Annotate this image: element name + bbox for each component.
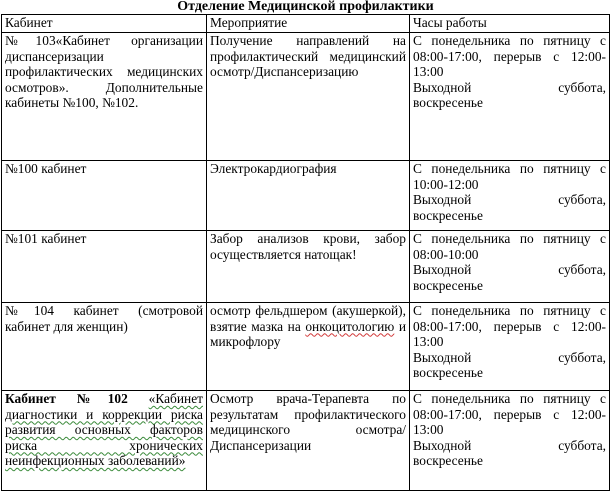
cabinet-cell — [2, 33, 207, 161]
table-row — [2, 303, 610, 391]
dayoff-word: Выходной — [413, 79, 472, 95]
dayoff-days-rest: воскресенье — [413, 95, 483, 110]
activity-text-marked: онкоцитологию — [305, 318, 395, 334]
header-hours: Часы работы — [410, 15, 610, 33]
cabinet-cell — [2, 391, 207, 491]
activity-text: Получение направлений на профилактический медицинский осмотр/Диспансеризацию — [210, 33, 406, 79]
cabinet-text: №101 кабинет — [5, 231, 87, 246]
dayoff-days-first: суббота, — [558, 79, 606, 95]
cabinet-text: №103«Кабинет организации диспансеризации профилактических медицинских осмотров». Дополнительные кабинеты №100, №102. — [5, 33, 203, 110]
table-row — [2, 391, 610, 491]
table-row — [2, 33, 610, 161]
header-cabinet: Кабинет — [2, 15, 207, 33]
activity-cell — [207, 231, 410, 303]
activity-text: Электрокардиография — [210, 161, 337, 176]
hours-text: С понедельника по пятницу с 08:00-17:00, перерыв с 12:00-13:00 — [413, 33, 606, 79]
cabinet-cell — [2, 161, 207, 231]
hours-text: С понедельника по пятницу с 08:00-17:00, перерыв с 12:00-13:00 — [413, 391, 606, 437]
activity-cell — [207, 303, 410, 391]
hours-cell — [410, 33, 610, 161]
dayoff-days-rest: воскресенье — [413, 453, 483, 468]
hours-text: С понедельника по пятницу с 08:00-10:00 — [413, 231, 606, 262]
hours-text: С понедельника по пятницу с 10:00-12:00 — [413, 161, 606, 192]
schedule-table — [1, 14, 610, 491]
cabinet-text-bold: Кабинет №102 — [5, 391, 128, 406]
table-header-row — [2, 15, 610, 33]
cabinet-text: №100 кабинет — [5, 161, 87, 176]
dayoff-word: Выходной — [413, 262, 472, 277]
dayoff-line — [413, 192, 606, 208]
dayoff-word: Выходной — [413, 349, 472, 365]
dayoff-days-first: суббота, — [558, 437, 606, 453]
table-row — [2, 161, 610, 231]
dayoff-word: Выходной — [413, 437, 472, 453]
dayoff-days-rest: воскресенье — [413, 277, 483, 293]
dayoff-days-rest: воскресенье — [413, 207, 483, 223]
hours-text: С понедельника по пятницу с 08:00-17:00, перерыв с 12:00-13:00 — [413, 303, 606, 349]
hours-cell — [410, 231, 610, 303]
dayoff-days-first: суббота, — [558, 262, 606, 277]
activity-text-pre: осмотр фельдшером (акушеркой), взятие мазка на — [210, 303, 406, 334]
dayoff-line — [413, 262, 606, 278]
cabinet-cell — [2, 231, 207, 303]
dayoff-days-first: суббота, — [558, 349, 606, 365]
hours-cell — [410, 161, 610, 231]
cabinet-text: №104 кабинет (смотровой кабинет для женщин) — [5, 303, 203, 334]
table-row — [2, 231, 610, 303]
dayoff-word: Выходной — [413, 192, 472, 207]
hours-cell — [410, 303, 610, 391]
dayoff-days-first: суббота, — [558, 192, 606, 207]
activity-cell — [207, 391, 410, 491]
activity-text-post: и микрофлору — [210, 318, 406, 349]
activity-text: Осмотр врача-Терапевта по результатам профилактического медицинского осмотра/Диспансеризации — [210, 391, 406, 453]
header-activity: Мероприятие — [207, 15, 410, 33]
activity-text: Забор анализов крови, забор осуществляется натощак! — [210, 231, 406, 262]
dayoff-days-rest: воскресенье — [413, 365, 483, 380]
activity-cell — [207, 161, 410, 231]
activity-cell — [207, 33, 410, 161]
cabinet-cell — [2, 303, 207, 391]
document-title: Отделение Медицинской профилактики — [177, 0, 434, 14]
dayoff-line — [413, 350, 606, 366]
cabinet-text: «Кабинет диагностики и коррекции риска развития основных факторов риска хронических неинфекционных заболеваний» — [5, 391, 203, 468]
hours-cell — [410, 391, 610, 491]
dayoff-line — [413, 80, 606, 96]
dayoff-line — [413, 438, 606, 454]
